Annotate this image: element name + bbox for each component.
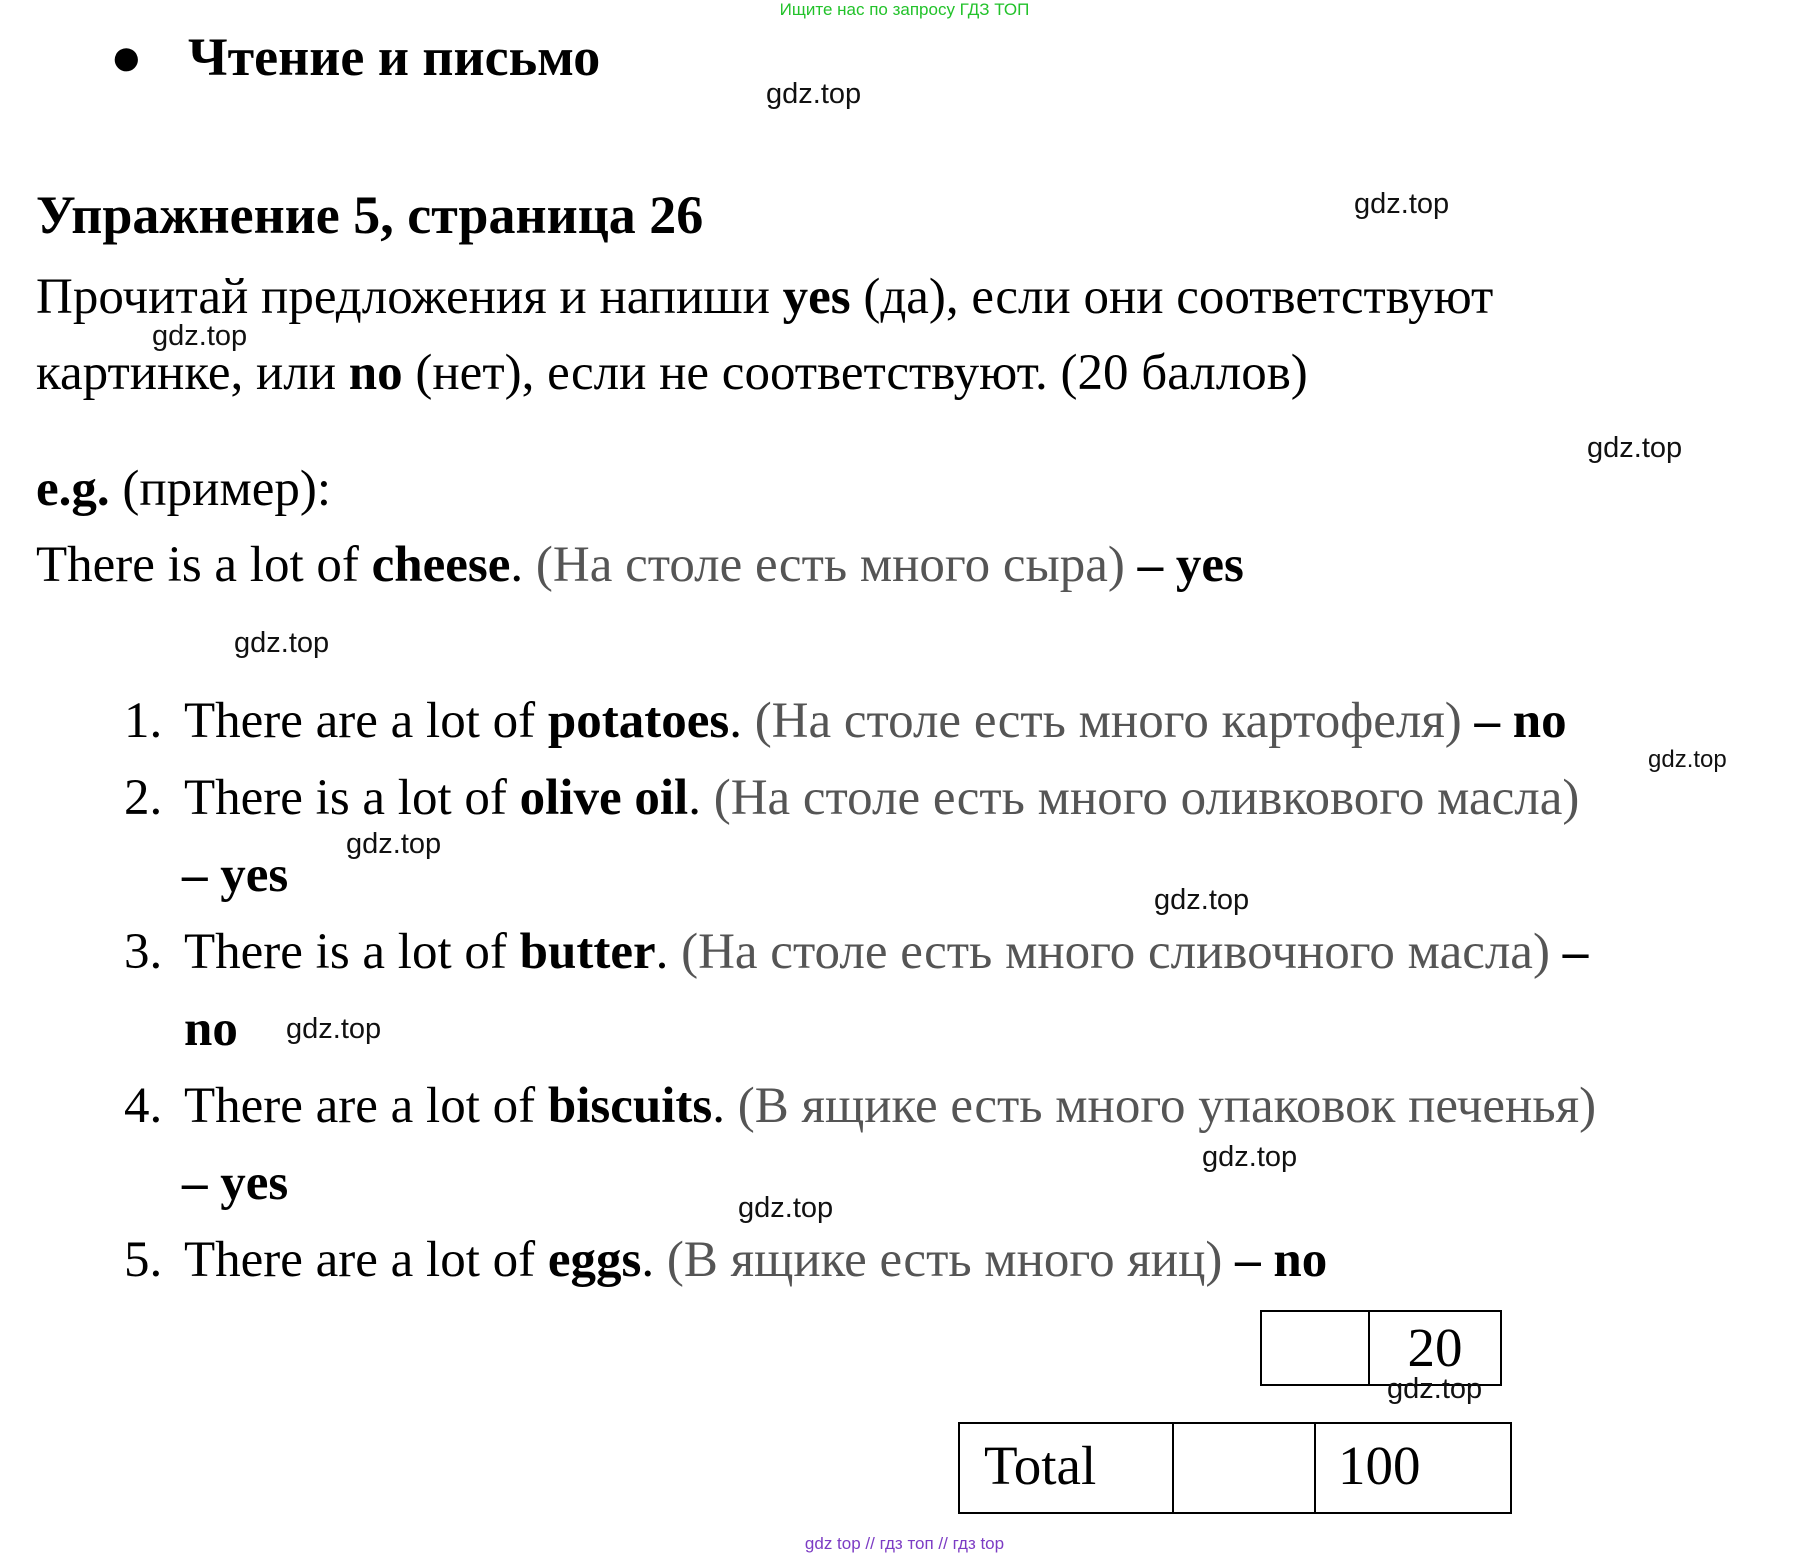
list-item-number: 2. — [124, 770, 163, 826]
watermark: gdz.top — [1648, 746, 1727, 773]
bullet-icon: ● — [110, 27, 143, 87]
list-item-number: 1. — [124, 693, 163, 749]
watermark: gdz.top — [1587, 432, 1683, 464]
total-score-box — [958, 1422, 1512, 1514]
list-item-number: 4. — [124, 1078, 163, 1134]
example-sentence: There is a lot of cheese. (На столе есть много сыра) – yes — [36, 537, 1244, 593]
list-item: There are a lot of biscuits. (В ящике есть много упаковок печенья) — [184, 1078, 1597, 1134]
watermark: gdz.top — [766, 78, 862, 110]
instruction-line-1: Прочитай предложения и напиши yes (да), если они соответствуют — [36, 269, 1494, 325]
watermark: gdz.top — [1387, 1373, 1483, 1405]
list-item-number: 5. — [124, 1232, 163, 1288]
watermark: gdz.top — [346, 828, 442, 860]
total-max-cell: 100 — [1338, 1435, 1421, 1496]
list-item-answer: no — [184, 1001, 238, 1057]
list-item: There are a lot of potatoes. (На столе есть много картофеля) – no — [184, 693, 1567, 749]
watermark: gdz.top — [1154, 884, 1250, 916]
list-item-answer: – yes — [182, 1155, 289, 1211]
list-item-number: 3. — [124, 924, 163, 980]
watermark: gdz.top — [1202, 1141, 1298, 1173]
section-title: Чтение и письмо — [188, 27, 601, 87]
total-earned-cell[interactable] — [1176, 1424, 1316, 1512]
promo-banner[interactable]: Ищите нас по запросу ГДЗ ТОП — [779, 0, 1030, 19]
instruction-line-2: картинке, или no (нет), если не соответствуют. (20 баллов) — [36, 345, 1308, 401]
watermark: gdz.top — [152, 320, 248, 352]
list-item-answer: – yes — [182, 847, 289, 903]
watermark: gdz.top — [1354, 188, 1450, 220]
example-label: e.g. (пример): — [36, 461, 332, 517]
exercise-title: Упражнение 5, страница 26 — [36, 185, 704, 245]
footer-links[interactable]: gdz top // гдз топ // гдз top — [804, 1534, 1005, 1553]
list-item: There is a lot of butter. (На столе есть много сливочного масла) – — [184, 924, 1589, 980]
score-earned-cell[interactable] — [1262, 1312, 1370, 1384]
section-heading — [110, 26, 600, 88]
score-max-cell: 20 — [1407, 1317, 1463, 1378]
list-item: There are a lot of eggs. (В ящике есть много яиц) – no — [184, 1232, 1328, 1288]
total-label: Total — [960, 1424, 1174, 1512]
watermark: gdz.top — [234, 627, 330, 659]
watermark: gdz.top — [286, 1013, 382, 1045]
watermark: gdz.top — [738, 1192, 834, 1224]
list-item: There is a lot of olive oil. (На столе есть много оливкового масла) — [184, 770, 1580, 826]
